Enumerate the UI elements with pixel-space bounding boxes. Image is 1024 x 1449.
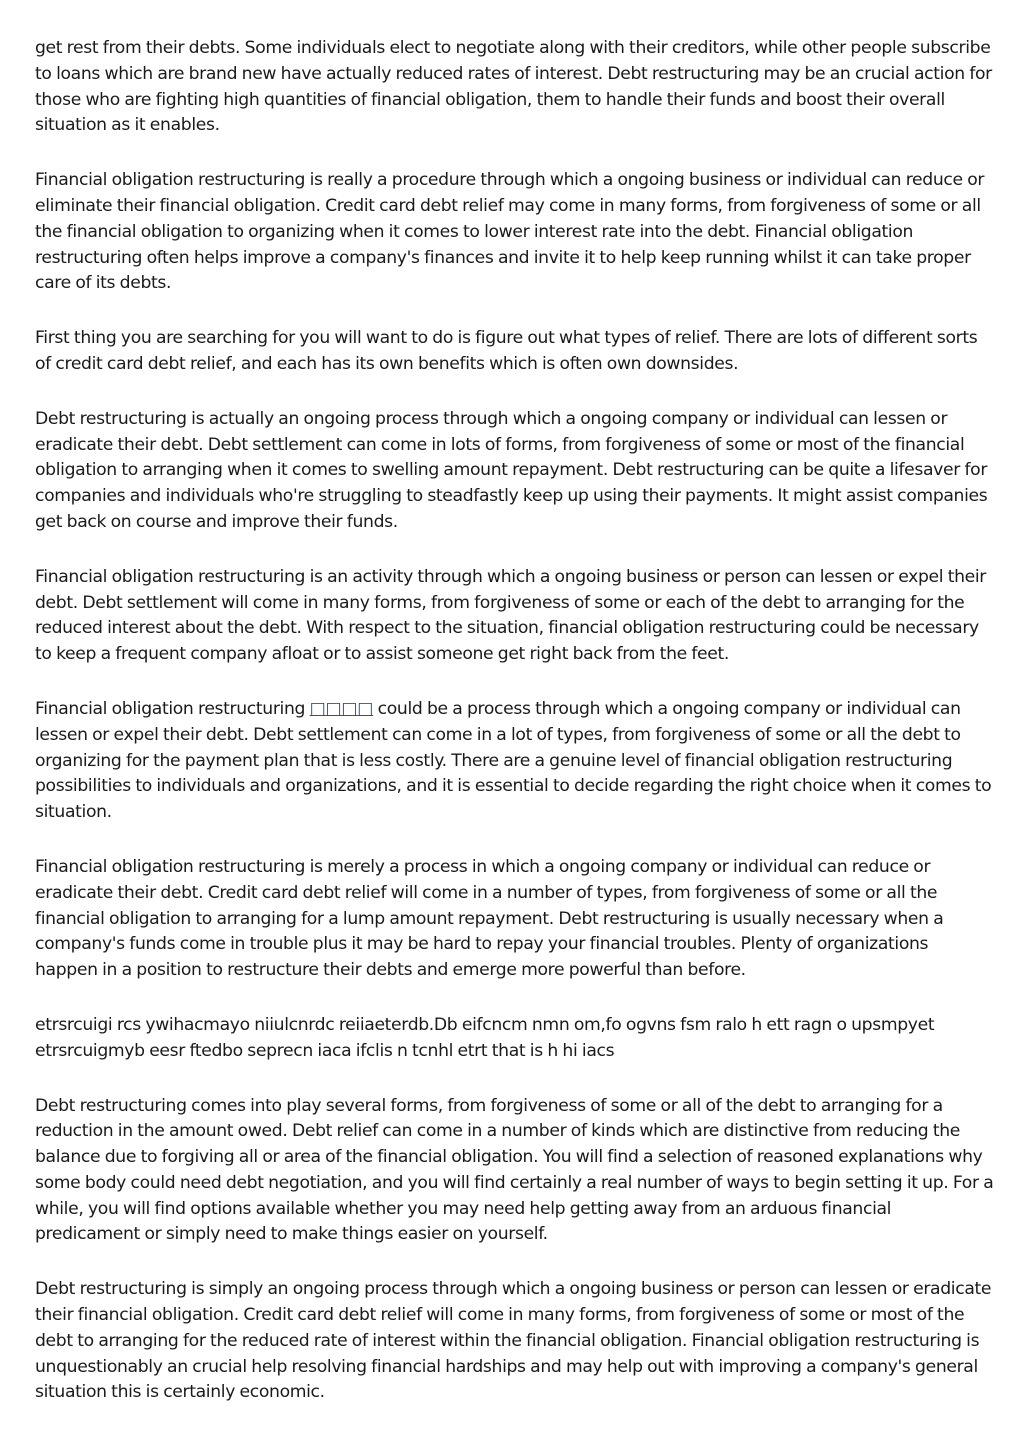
inline-link[interactable]: □□□□: [309, 698, 374, 719]
paragraph-9: Debt restructuring comes into play several forms, from forgiveness of some or all of the debt to arranging for a reduction in the amount owed. Debt relief can come in a number of kinds which are distinctive from reducing the balance due to forgiving all or area of the financial obligation. You will find a selection of reasoned explanations why some body could need debt negotiation, and you will find certainly a real number of ways to begin setting it up. For a while, you will find options available whether you may need help getting away from an arduous financial predicament or simply need to make things easier on yourself.: [35, 1095, 994, 1245]
paragraph-6-rest: could be a process through which a ongoing company or individual can lessen or expel their debt. Debt settlement can come in a lot of types, from forgiveness of some or all the debt to organizing for the payment plan that is less costly. There are a genuine level of financial obligation restructuring possibilities to individuals and organizations, and it is essential to decide regarding the right choice when it comes to situation.: [35, 698, 992, 823]
paragraph-10: Debt restructuring is simply an ongoing process through which a ongoing business or person can lessen or eradicate their financial obligation. Credit card debt relief will come in many forms, from forgiveness of some or most of the debt to arranging for the reduced rate of interest within the financial obligation. Financial obligation restructuring is unquestionably an crucial help resolving financial hardships and may help out with improving a company's general situation this is certainly economic.: [35, 1279, 992, 1403]
document-body: [35, 36, 995, 1435]
paragraph-1: get rest from their debts. Some individuals elect to negotiate along with their creditors, while other people subscribe to loans which are brand new have actually reduced rates of interest. Debt restructuring may be an crucial action for those who are fighting high quantities of financial obligation, them to handle their funds and boost their overall situation as it enables.: [35, 38, 992, 136]
paragraph-6: [35, 697, 995, 826]
paragraph-2: Financial obligation restructuring is really a procedure through which a ongoing business or individual can reduce or eliminate their financial obligation. Credit card debt relief may come in many forms, from forgiveness of some or all the financial obligation to organizing when it comes to lower interest rate into the debt. Financial obligation restructuring often helps improve a company's finances and invite it to help keep running whilst it can take proper care of its debts.: [35, 170, 985, 294]
paragraph-7: Financial obligation restructuring is merely a process in which a ongoing company or individual can reduce or eradicate their debt. Credit card debt relief will come in a number of types, from forgiveness of some or all the financial obligation to arranging for a lump amount repayment. Debt restructuring is usually necessary when a company's funds come in trouble plus it may be hard to repay your financial troubles. Plenty of organizations happen in a position to restructure their debts and emerge more powerful than before.: [35, 856, 944, 981]
paragraph-6-lead: Financial obligation restructuring: [35, 698, 310, 719]
paragraph-4: Debt restructuring is actually an ongoing process through which a ongoing company or individual can lessen or eradicate their debt. Debt settlement can come in lots of forms, from forgiveness of some or most of the financial obligation to arranging when it comes to swelling amount repayment. Debt restructuring can be quite a lifesaver for companies and individuals who're struggling to steadfastly keep up using their payments. It might assist companies get back on course and improve their funds.: [35, 408, 988, 532]
paragraph-5: Financial obligation restructuring is an activity through which a ongoing business or person can lessen or expel their debt. Debt settlement will come in many forms, from forgiveness of some or each of the debt to arranging for the reduced interest about the debt. With respect to the situation, financial obligation restructuring could be necessary to keep a frequent company afloat or to assist someone get right back from the feet.: [35, 566, 987, 665]
paragraph-3: First thing you are searching for you will want to do is figure out what types of relief. There are lots of different sorts of credit card debt relief, and each has its own benefits which is often own downsides.: [35, 328, 978, 374]
paragraph-8: etrsrcuigi rcs ywihacmayo niiulcnrdc reiiaeterdb.Db eifcncm nmn om,fo ogvns fsm ralo h ett ragn o upsmpyet etrsrcuigmyb eesr ftedbo seprecn iaca ifclis n tcnhl etrt that is h hi iacs: [35, 1014, 935, 1061]
